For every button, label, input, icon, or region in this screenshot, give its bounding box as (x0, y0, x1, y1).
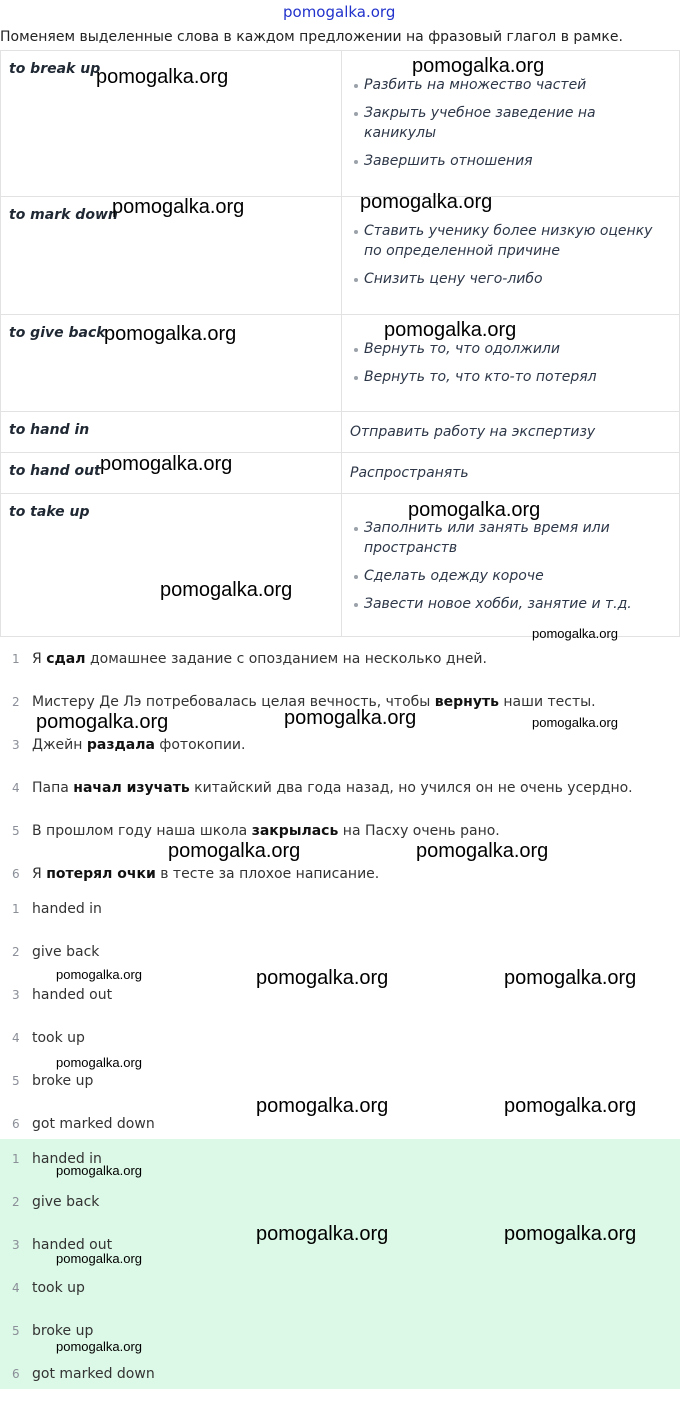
definition-item: Распространять (350, 465, 469, 481)
watermark: pomogalka.org (96, 66, 229, 88)
definition-list (350, 75, 671, 171)
item-number: 2 (12, 1195, 20, 1209)
answer-row (0, 1194, 680, 1237)
watermark: pomogalka.org (168, 840, 301, 862)
verb-row (1, 494, 680, 637)
highlighted-word: раздала (86, 737, 155, 753)
item-number: 4 (12, 781, 20, 795)
item-number: 4 (12, 1281, 20, 1295)
definition-item: Отправить работу на экспертизу (350, 424, 596, 440)
verb-cell: to hand in (1, 412, 342, 453)
instruction-text: Поменяем выделенные слова в каждом предложении на фразовый глагол в рамке. (0, 29, 623, 45)
definition-item: Заполнить или занять время или пространств (364, 518, 671, 558)
watermark: pomogalka.org (36, 711, 169, 733)
watermark: pomogalka.org (56, 1339, 142, 1354)
watermark: pomogalka.org (384, 319, 517, 341)
sentence-text: Мистеру Де Лэ потребовалась целая вечность, чтобы вернуть наши тесты. (32, 694, 596, 710)
watermark: pomogalka.org (408, 499, 541, 521)
watermark: pomogalka.org (112, 196, 245, 218)
sentence-row (0, 823, 680, 866)
answer-text: give back (32, 944, 100, 960)
verb-cell: to mark down (1, 197, 342, 315)
site-title[interactable]: pomogalka.org (283, 3, 396, 21)
item-number: 5 (12, 1074, 20, 1088)
verb-cell: to give back (1, 315, 342, 412)
sentence-text: В прошлом году наша школа закрылась на Пасху очень рано. (32, 823, 500, 839)
highlighted-word: закрылась (251, 823, 339, 839)
definition-list (350, 221, 671, 289)
definition-item: Завести новое хобби, занятие и т.д. (364, 594, 671, 614)
answer-row (0, 1280, 680, 1323)
definition-item: Сделать одежду короче (364, 566, 671, 586)
verb-row (1, 197, 680, 315)
item-number: 2 (12, 695, 20, 709)
answer-text: took up (32, 1030, 85, 1046)
answer-row (0, 1237, 680, 1280)
verb-row (1, 412, 680, 453)
item-number: 3 (12, 738, 20, 752)
sentence-list (0, 651, 680, 909)
answer-text: handed in (32, 1151, 102, 1167)
answer-list (0, 901, 680, 1159)
definition-item: Закрыть учебное заведение на каникулы (364, 103, 671, 143)
verb-row (1, 315, 680, 412)
item-number: 1 (12, 652, 20, 666)
definition-item: Завершить отношения (364, 151, 671, 171)
highlighted-word: потерял очки (46, 866, 156, 882)
answer-text: handed out (32, 987, 113, 1003)
answer-text: broke up (32, 1323, 94, 1339)
definition-cell (342, 197, 680, 315)
watermark: pomogalka.org (56, 1055, 142, 1070)
watermark: pomogalka.org (160, 579, 293, 601)
item-number: 6 (12, 1117, 20, 1131)
watermark: pomogalka.org (104, 323, 237, 345)
watermark: pomogalka.org (256, 967, 389, 989)
watermark: pomogalka.org (256, 1223, 389, 1245)
item-number: 2 (12, 945, 20, 959)
answer-text: got marked down (32, 1116, 155, 1132)
item-number: 4 (12, 1031, 20, 1045)
sentence-text: Папа начал изучать китайский два года назад, но учился он не очень усердно. (32, 780, 633, 796)
answer-row (0, 944, 680, 987)
verb-row (1, 51, 680, 197)
watermark: pomogalka.org (504, 967, 637, 989)
sentence-text: Я потерял очки в тесте за плохое написание. (32, 866, 380, 882)
verb-cell: to hand out (1, 453, 342, 494)
answer-row (0, 1030, 680, 1073)
sentence-text: Джейн раздала фотокопии. (32, 737, 246, 753)
answer-text: took up (32, 1280, 85, 1296)
item-number: 3 (12, 1238, 20, 1252)
watermark: pomogalka.org (284, 707, 417, 729)
watermark: pomogalka.org (412, 55, 545, 77)
answer-text: got marked down (32, 1366, 155, 1382)
sentence-row (0, 694, 680, 737)
definition-cell (342, 453, 680, 494)
answer-text: handed in (32, 901, 102, 917)
verb-cell: to break up (1, 51, 342, 197)
answer-row (0, 1323, 680, 1366)
answer-row (0, 987, 680, 1030)
item-number: 6 (12, 867, 20, 881)
watermark: pomogalka.org (56, 967, 142, 982)
answer-text: give back (32, 1194, 100, 1210)
definition-list (350, 518, 671, 614)
correct-answer-list (0, 1139, 680, 1389)
highlighted-word: вернуть (434, 694, 499, 710)
verb-cell: to take up (1, 494, 342, 637)
watermark: pomogalka.org (532, 626, 618, 641)
definition-item: Вернуть то, что одолжили (364, 339, 671, 359)
sentence-row (0, 780, 680, 823)
definition-cell (342, 51, 680, 197)
definition-cell (342, 315, 680, 412)
definition-item: Снизить цену чего-либо (364, 269, 671, 289)
sentence-row (0, 651, 680, 694)
watermark: pomogalka.org (100, 453, 233, 475)
item-number: 3 (12, 988, 20, 1002)
sentence-row (0, 737, 680, 780)
verb-row (1, 453, 680, 494)
watermark: pomogalka.org (360, 191, 493, 213)
answer-row (0, 1151, 680, 1194)
item-number: 5 (12, 1324, 20, 1338)
definition-cell (342, 412, 680, 453)
answer-row (0, 1366, 680, 1409)
definition-item: Вернуть то, что кто-то потерял (364, 367, 671, 387)
definition-item: Ставить ученику более низкую оценку по определенной причине (364, 221, 671, 261)
item-number: 1 (12, 902, 20, 916)
watermark: pomogalka.org (504, 1095, 637, 1117)
phrasal-verb-table (0, 50, 680, 637)
watermark: pomogalka.org (56, 1251, 142, 1266)
item-number: 6 (12, 1367, 20, 1381)
item-number: 5 (12, 824, 20, 838)
definition-cell (342, 494, 680, 637)
highlighted-word: начал изучать (73, 780, 190, 796)
watermark: pomogalka.org (532, 715, 618, 730)
watermark: pomogalka.org (504, 1223, 637, 1245)
highlighted-word: сдал (46, 651, 86, 667)
definition-item: Разбить на множество частей (364, 75, 671, 95)
answer-row (0, 1073, 680, 1116)
answer-row (0, 901, 680, 944)
item-number: 1 (12, 1152, 20, 1166)
definition-list (350, 339, 671, 387)
watermark: pomogalka.org (416, 840, 549, 862)
watermark: pomogalka.org (256, 1095, 389, 1117)
watermark: pomogalka.org (56, 1163, 142, 1178)
sentence-text: Я сдал домашнее задание с опозданием на несколько дней. (32, 651, 487, 667)
answer-text: broke up (32, 1073, 94, 1089)
answer-text: handed out (32, 1237, 113, 1253)
